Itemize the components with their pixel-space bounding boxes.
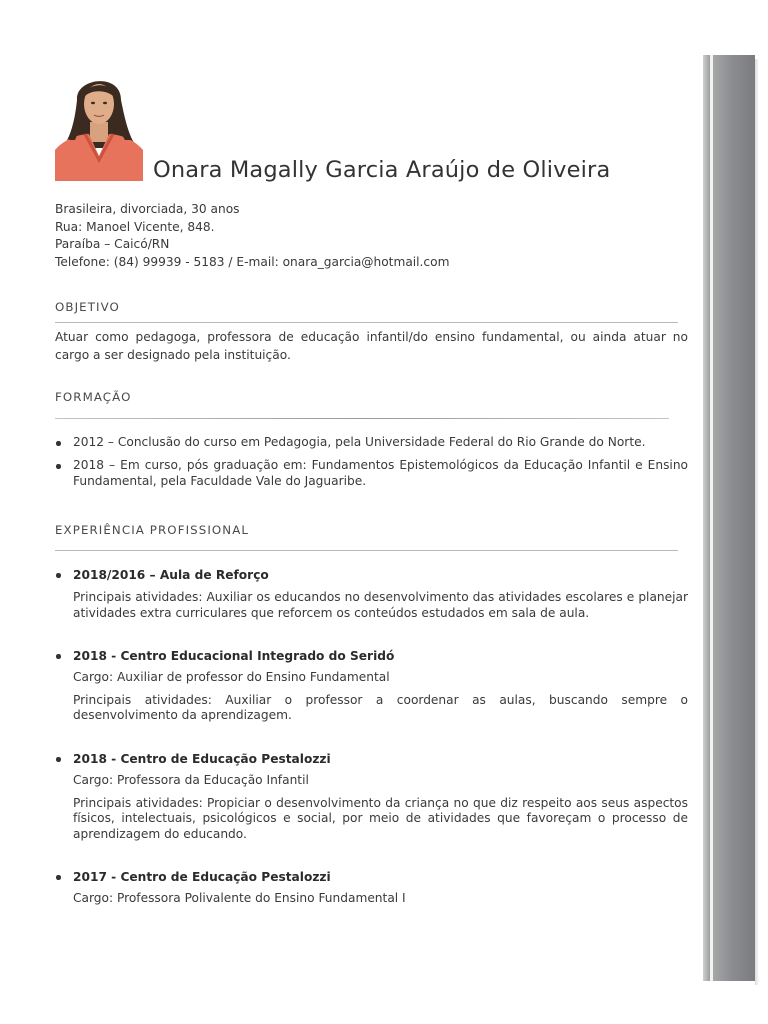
section-divider [55,550,678,551]
bullet-icon [56,464,61,469]
section-title-objetivo: OBJETIVO [55,300,120,314]
side-band-shadow [755,59,759,985]
job-activities: Principais atividades: Propiciar o desenvolvimento da criança no que diz respeito aos seus aspectos físicos, intelectuais, psicológicos e social, por meio de atividades que favoreçam o processo de aprendizagem do educando. [73,795,688,841]
job-entry [55,567,688,621]
objetivo-text: Atuar como pedagoga, professora de educação infantil/do ensino fundamental, ou ainda atuar no cargo a ser designado pela instituição. [55,330,688,362]
info-city: Paraíba – Caicó/RN [55,237,170,252]
bullet-icon [56,875,61,880]
bullet-icon [56,757,61,762]
job-cargo: Cargo: Professora da Educação Infantil [73,773,309,787]
side-band-bar [713,55,755,981]
bullet-icon [56,573,61,578]
list-item [55,435,688,451]
section-title-formacao: FORMAÇÃO [55,390,132,404]
candidate-name: Onara Magally Garcia Araújo de Oliveira [153,157,611,183]
formacao-item: 2018 – Em curso, pós graduação em: Fundamentos Epistemológicos da Educação Infantil e Ensino Fundamental, pela Faculdade Vale do Jaguaribe. [73,458,688,488]
profile-photo [55,70,143,181]
job-entry [55,648,688,724]
bullet-icon [56,654,61,659]
job-cargo: Cargo: Auxiliar de professor do Ensino Fundamental [73,670,390,684]
job-entry [55,751,688,842]
list-item [55,458,688,489]
section-title-experiencia: EXPERIÊNCIA PROFISSIONAL [55,523,250,537]
section-divider [55,322,678,323]
personal-info [55,201,449,272]
bullet-icon [56,441,61,446]
section-divider [55,418,669,419]
job-title: 2017 - Centro de Educação Pestalozzi [73,870,331,884]
info-contact: Telefone: (84) 99939 - 5183 / E-mail: onara_garcia@hotmail.com [55,255,450,270]
job-title: 2018/2016 – Aula de Reforço [73,568,269,582]
job-activities: Principais atividades: Auxiliar o professor a coordenar as aulas, buscando sempre o desenvolvimento da aprendizagem. [73,692,688,722]
job-title: 2018 - Centro Educacional Integrado do Seridó [73,649,395,663]
side-decorative-band [703,55,755,981]
job-cargo: Cargo: Professora Polivalente do Ensino Fundamental I [73,891,406,905]
job-activities: Principais atividades: Auxiliar os educandos no desenvolvimento das atividades escolares e planejar atividades extra curriculares que reforcem os conteúdos estudados em sala de aula. [73,590,688,620]
info-nationality: Brasileira, divorciada, 30 anos [55,202,240,216]
info-address: Rua: Manoel Vicente, 848. [55,219,215,234]
profile-photo-illustration [55,70,143,181]
formacao-item: 2012 – Conclusão do curso em Pedagogia, pela Universidade Federal do Rio Grande do Norte. [73,435,646,449]
job-entry [55,869,688,907]
side-band-edge [703,55,710,981]
job-title: 2018 - Centro de Educação Pestalozzi [73,752,331,766]
